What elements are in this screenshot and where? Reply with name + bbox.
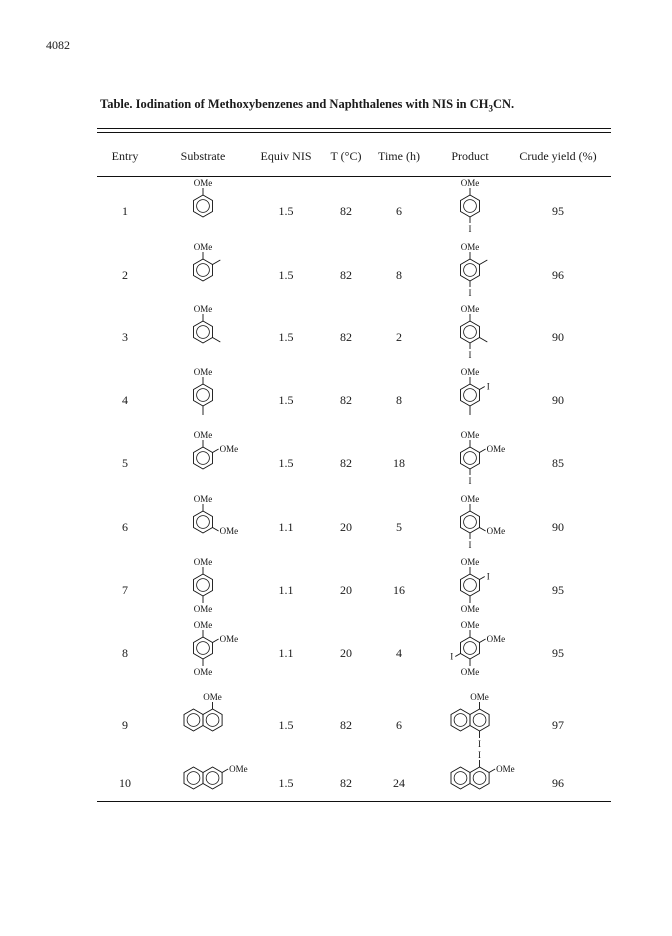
substrate-structure (158, 427, 248, 489)
svg-text:OMe: OMe (219, 444, 239, 454)
substrate-structure (158, 491, 248, 553)
cell-entry: 10 (119, 776, 131, 790)
svg-text:OMe: OMe (193, 367, 213, 377)
svg-text:OMe: OMe (460, 620, 480, 630)
product-structure (425, 554, 515, 616)
cell-crude-yield: 96 (552, 268, 564, 282)
svg-text:OMe: OMe (460, 242, 480, 252)
table-caption: Table. Iodination of Methoxybenzenes and Naphthalenes with NIS in $CH_3CN$. (100, 97, 515, 114)
cell-temperature: 82 (340, 268, 352, 282)
svg-text:I: I (450, 651, 454, 662)
substrate-structure (158, 301, 248, 363)
header-substrate: Substrate (180, 149, 226, 163)
cell-time: 6 (396, 718, 402, 732)
cell-crude-yield: 90 (552, 330, 564, 344)
svg-text:I: I (478, 750, 482, 760)
product-structure (425, 427, 515, 489)
substrate-structure (158, 747, 248, 809)
cell-time: 8 (396, 268, 402, 282)
cell-time: 4 (396, 646, 402, 660)
cell-time: 5 (396, 520, 402, 534)
table-top-rule (97, 128, 611, 129)
svg-text:OMe: OMe (193, 178, 213, 188)
cell-temperature: 82 (340, 776, 352, 790)
cell-equiv-nis: 1.1 (278, 520, 294, 534)
header-equiv-nis: Equiv NIS (260, 149, 312, 163)
cell-crude-yield: 90 (552, 393, 564, 407)
cell-temperature: 82 (340, 718, 352, 732)
svg-text:I: I (478, 739, 482, 749)
svg-text:OMe: OMe (219, 526, 239, 536)
cell-temperature: 82 (340, 393, 352, 407)
svg-text:OMe: OMe (460, 557, 480, 567)
svg-text:OMe: OMe (486, 444, 506, 454)
svg-text:OMe: OMe (193, 604, 213, 614)
cell-time: 6 (396, 204, 402, 218)
product-structure (425, 747, 515, 809)
cell-entry: 5 (122, 456, 128, 470)
header-time: Time (h) (378, 149, 420, 163)
cell-time: 24 (393, 776, 405, 790)
cell-entry: 1 (122, 204, 128, 218)
svg-text:OMe: OMe (193, 667, 213, 677)
svg-text:OMe: OMe (486, 526, 506, 536)
svg-text:OMe: OMe (193, 557, 213, 567)
product-structure (425, 364, 515, 426)
cell-crude-yield: 97 (552, 718, 564, 732)
product-structure (425, 617, 515, 679)
cell-entry: 7 (122, 583, 128, 597)
svg-text:OMe: OMe (193, 430, 213, 440)
header-temperature: T (°C) (330, 149, 362, 163)
svg-text:OMe: OMe (460, 604, 480, 614)
substrate-structure (158, 239, 248, 301)
svg-text:OMe: OMe (460, 667, 480, 677)
svg-text:I: I (468, 224, 472, 234)
svg-text:OMe: OMe (219, 634, 239, 644)
svg-text:OMe: OMe (470, 692, 489, 702)
svg-text:I: I (468, 540, 472, 550)
cell-crude-yield: 85 (552, 456, 564, 470)
cell-entry: 3 (122, 330, 128, 344)
substrate-structure (158, 364, 248, 426)
substrate-structure (158, 554, 248, 616)
substrate-structure (158, 617, 248, 679)
svg-text:OMe: OMe (229, 764, 248, 774)
svg-text:I: I (468, 350, 472, 360)
cell-temperature: 82 (340, 204, 352, 218)
svg-text:OMe: OMe (460, 367, 480, 377)
cell-temperature: 82 (340, 330, 352, 344)
svg-text:OMe: OMe (496, 764, 515, 774)
svg-text:I: I (468, 288, 472, 298)
cell-equiv-nis: 1.5 (278, 204, 294, 218)
svg-text:OMe: OMe (460, 430, 480, 440)
cell-crude-yield: 90 (552, 520, 564, 534)
svg-text:OMe: OMe (193, 304, 213, 314)
cell-temperature: 20 (340, 583, 352, 597)
cell-equiv-nis: 1.5 (278, 330, 294, 344)
cell-entry: 4 (122, 393, 128, 407)
svg-text:I: I (486, 571, 490, 582)
cell-equiv-nis: 1.1 (278, 646, 294, 660)
table-top-rule-inner (97, 132, 611, 133)
cell-entry: 2 (122, 268, 128, 282)
svg-text:OMe: OMe (193, 494, 213, 504)
substrate-structure (158, 689, 248, 751)
cell-equiv-nis: 1.5 (278, 393, 294, 407)
header-crude-yield: Crude yield (%) (519, 149, 597, 163)
svg-text:OMe: OMe (486, 634, 506, 644)
page-number: 4082 (46, 38, 70, 52)
svg-text:OMe: OMe (193, 620, 213, 630)
svg-text:I: I (468, 476, 472, 486)
cell-temperature: 20 (340, 520, 352, 534)
header-product: Product (451, 149, 489, 163)
cell-time: 18 (393, 456, 405, 470)
product-structure (425, 239, 515, 301)
svg-text:OMe: OMe (460, 178, 480, 188)
cell-crude-yield: 96 (552, 776, 564, 790)
cell-equiv-nis: 1.5 (278, 268, 294, 282)
table-bottom-rule (97, 801, 611, 802)
cell-temperature: 20 (340, 646, 352, 660)
svg-text:I: I (486, 381, 490, 392)
cell-crude-yield: 95 (552, 583, 564, 597)
cell-equiv-nis: 1.5 (278, 456, 294, 470)
cell-temperature: 82 (340, 456, 352, 470)
substrate-structure (158, 175, 248, 237)
product-structure (425, 301, 515, 363)
product-structure (425, 689, 515, 751)
cell-crude-yield: 95 (552, 646, 564, 660)
cell-equiv-nis: 1.5 (278, 776, 294, 790)
svg-text:OMe: OMe (460, 494, 480, 504)
product-structure (425, 175, 515, 237)
cell-equiv-nis: 1.5 (278, 718, 294, 732)
cell-equiv-nis: 1.1 (278, 583, 294, 597)
cell-time: 16 (393, 583, 405, 597)
cell-time: 2 (396, 330, 402, 344)
cell-crude-yield: 95 (552, 204, 564, 218)
cell-time: 8 (396, 393, 402, 407)
svg-text:OMe: OMe (203, 692, 222, 702)
cell-entry: 6 (122, 520, 128, 534)
header-entry: Entry (111, 149, 139, 163)
cell-entry: 8 (122, 646, 128, 660)
cell-entry: 9 (122, 718, 128, 732)
product-structure (425, 491, 515, 553)
svg-text:OMe: OMe (193, 242, 213, 252)
svg-text:OMe: OMe (460, 304, 480, 314)
